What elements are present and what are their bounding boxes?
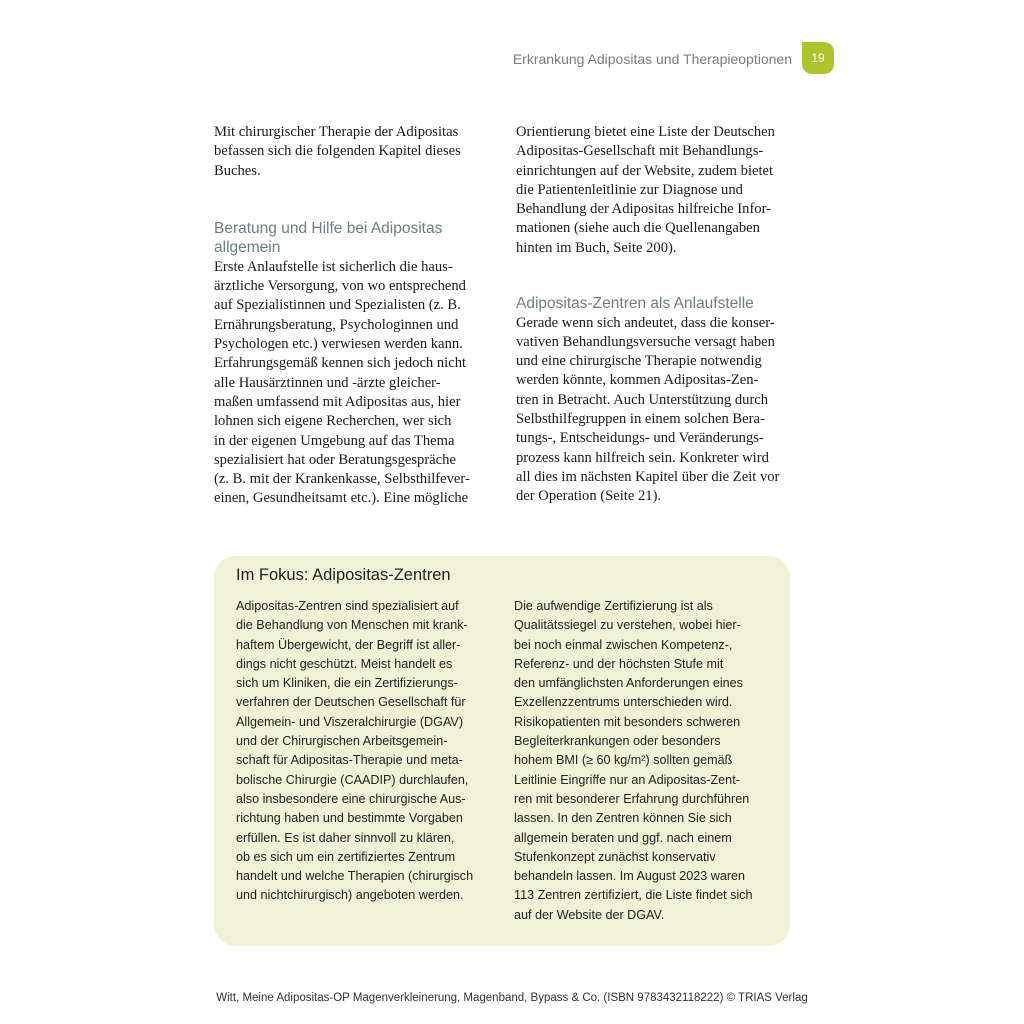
copyright-footer: Witt, Meine Adipositas-OP Magenverkleinerung, Magenband, Bypass & Co. (ISBN 9783432118222) © TRIAS Verlag <box>216 992 808 1004</box>
zentren-paragraph: Gerade wenn sich andeutet, dass die konser- vativen Behandlungsversuche versagt haben und eine chirurgische Therapie notwendig werden könnte, kommen Adipositas-Zen- tren in Betracht. Auch Unterstützung durch Selbsthilfegruppen in einem solchen Bera- tungs-, Entscheidungs- und Veränderungs- prozess kann hilfreich sein. Konkreter wird all dies im nächsten Kapitel über die Zeit vor der Operation (Seite 21). <box>516 314 780 505</box>
section-heading-zentren: Adipositas-Zentren als Anlaufstelle <box>516 295 754 313</box>
intro-paragraph: Mit chirurgischer Therapie der Adipositas befassen sich die folgenden Kapitel dieses Buches. <box>214 124 461 179</box>
focus-box-right-text: Die aufwendige Zertifizierung ist als Qualitätssiegel zu verstehen, wobei hier- bei noch einmal zwischen Kompetenz-, Referenz- und der höchsten Stufe mit den umfänglichsten Anforderungen eines Exzellenzzentrums unterschieden wird. Risikopatienten mit besonders schweren Begleiterkrankungen oder besonders hohem BMI (≥ 60 kg/m²) sollten gemäß Leitlinie Eingriffe nur an Adipositas-Zent- ren mit besonderer Erfahrung durchführen lassen. In den Zentren können Sie sich allgemein beraten und ggf. nach einem Stufenkonzept zunächst konservativ behandeln lassen. Im August 2023 waren 113 Zentren zertifiziert, die Liste findet sich auf der Website der DGAV. <box>514 599 753 922</box>
focus-box <box>214 556 790 946</box>
focus-box-title: Im Fokus: Adipositas-Zentren <box>236 566 451 584</box>
left-text-column <box>214 123 484 509</box>
running-title: Erkrankung Adipositas und Therapieoptionen <box>512 51 792 67</box>
running-header <box>512 48 834 70</box>
section-heading-beratung: Beratung und Hilfe bei Adipositas allgemein <box>214 219 443 257</box>
right-text-column <box>516 123 796 507</box>
page-number-badge: 19 <box>802 42 834 74</box>
beratung-paragraph: Erste Anlaufstelle ist sicherlich die haus- ärztliche Versorgung, von wo entsprechend auf Spezialistinnen und Spezialisten (z. B. Ernährungsberatung, Psychologinnen und Psychologen etc.) verwiesen werden kann. Erfahrungsgemäß kennen sich jedoch nicht alle Hausärztinnen und -ärzte gleicher- maßen umfassend mit Adipositas aus, hier lohnen sich eigene Recherchen, wer sich in der eigenen Umgebung auf das Thema spezialisiert hat oder Beratungsgespräche (z. B. mit der Krankenkasse, Selbsthilfever- einen, Gesundheitsamt etc.). Eine mögliche <box>214 258 470 507</box>
continuation-paragraph: Orientierung bietet eine Liste der Deutschen Adipositas-Gesellschaft mit Behandlungs- einrichtungen auf der Website, zudem bietet die Patientenleitlinie zur Diagnose und Behandlung der Adipositas hilfreiche Infor- mationen (siehe auch die Quellenangaben hinten im Buch, Seite 200). <box>516 124 775 256</box>
focus-box-left-text: Adipositas-Zentren sind spezialisiert auf die Behandlung von Menschen mit krank- haftem Übergewicht, der Begriff ist aller- dings nicht geschützt. Meist handelt es sich um Kliniken, die ein Zertifizierungs- verfahren der Deutschen Gesellschaft für Allgemein- und Viszeralchirurgie (DGAV) und der Chirurgischen Arbeitsgemein- schaft für Adipositas-Therapie und meta- bolische Chirurgie (CAADIP) durchlaufen, also insbesondere eine chirurgische Aus- richtung haben und bestimmte Vorgaben erfüllen. Es ist daher sinnvoll zu klären, ob es sich um ein zertifiziertes Zentrum handelt und welche Therapien (chirurgisch und nichtchirurgisch) angeboten werden. <box>236 599 474 903</box>
